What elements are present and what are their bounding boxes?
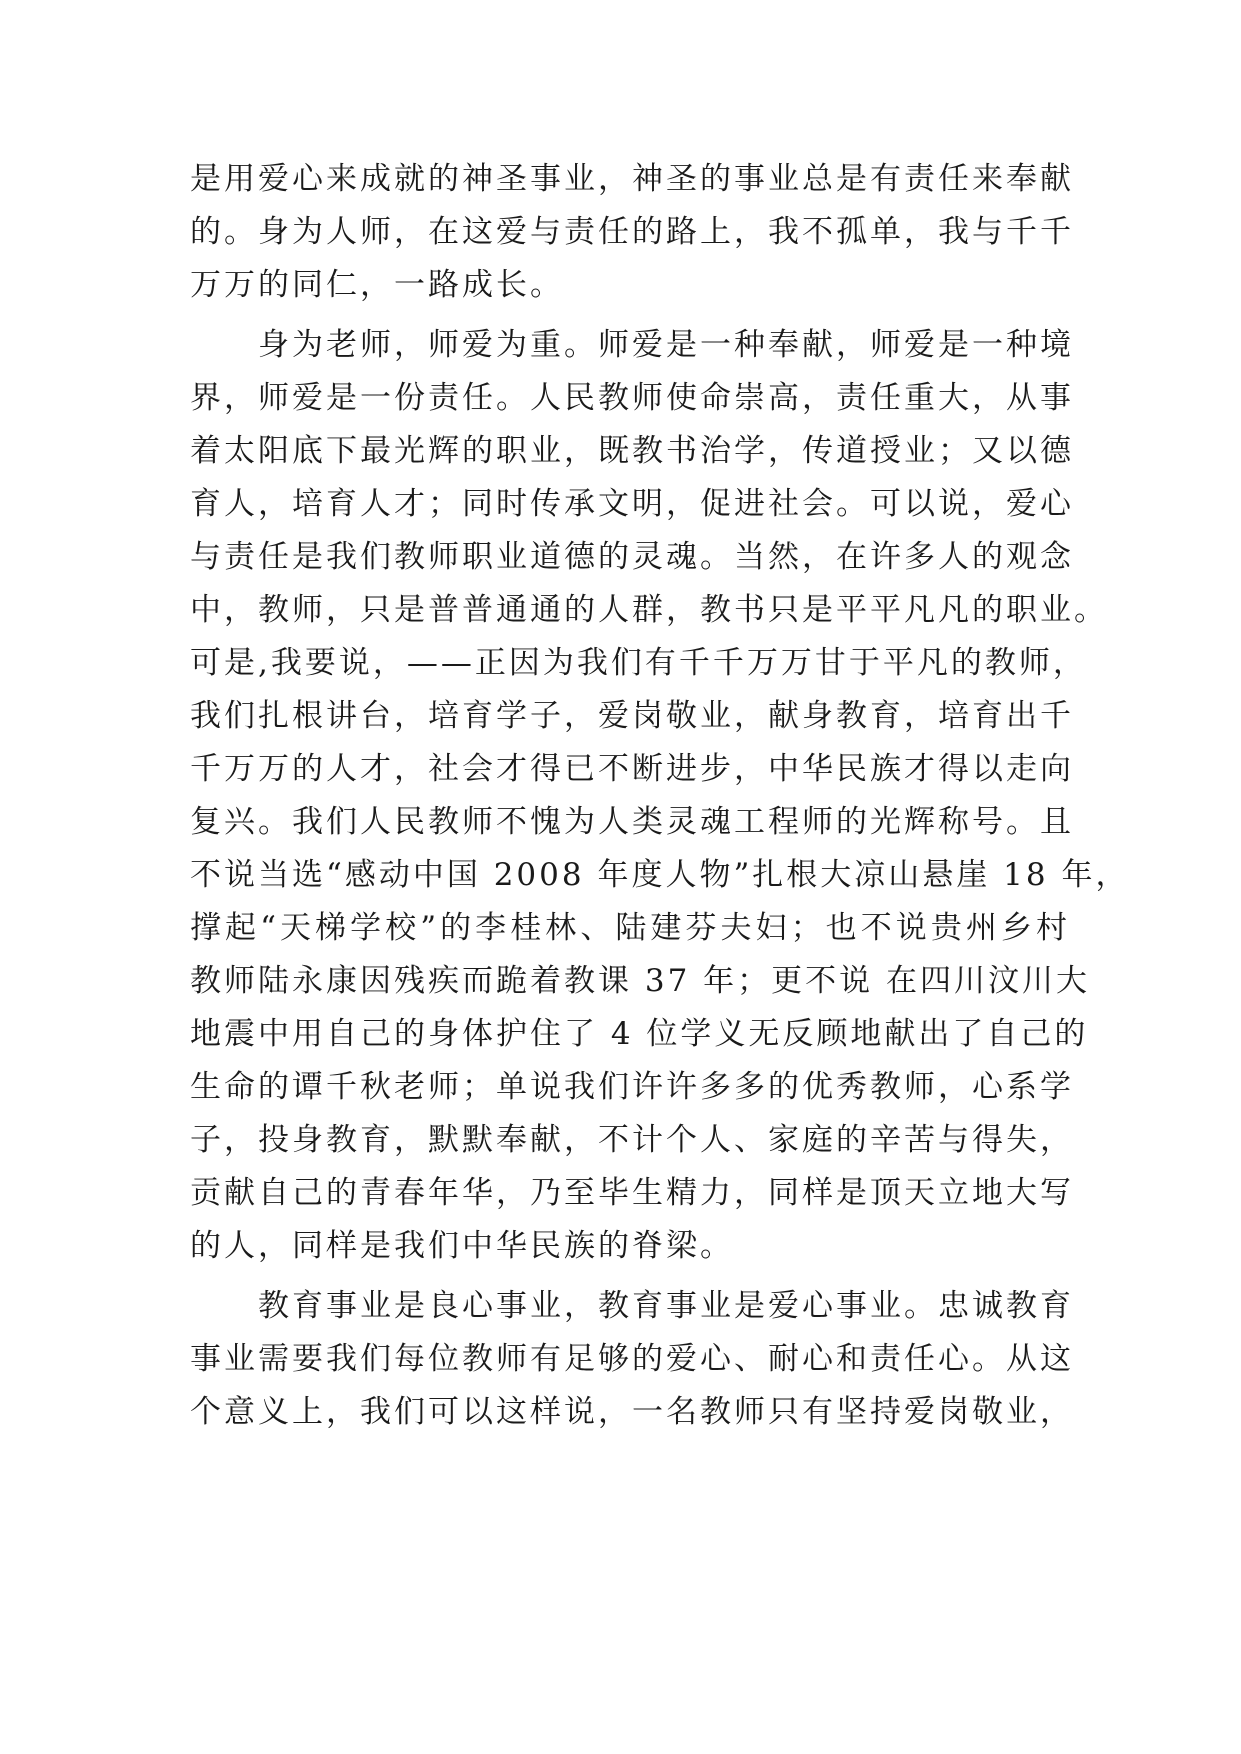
- text-line: 的人，同样是我们中华民族的脊梁。: [190, 1228, 734, 1264]
- text-line: 地震中用自己的身体护住了 4 位学义无反顾地献出了自己的: [190, 1016, 1089, 1052]
- text-line: 万万的同仁，一路成长。: [190, 267, 564, 303]
- text-line: 的。身为人师，在这爱与责任的路上，我不孤单，我与千千: [190, 214, 1074, 250]
- paragraph-first-line: 教育事业是良心事业，教育事业是爱心事业。忠诚教育: [258, 1288, 1074, 1324]
- text-line: 是用爱心来成就的神圣事业，神圣的事业总是有责任来奉献: [190, 161, 1074, 197]
- text-line: 与责任是我们教师职业道德的灵魂。当然，在许多人的观念: [190, 539, 1074, 575]
- text-line: 事业需要我们每位教师有足够的爱心、耐心和责任心。从这: [190, 1341, 1074, 1377]
- text-line: 我们扎根讲台，培育学子，爱岗敬业，献身教育，培育出千: [190, 698, 1074, 734]
- paragraph-first-line: 身为老师，师爱为重。师爱是一种奉献，师爱是一种境: [258, 327, 1074, 363]
- text-line: 生命的谭千秋老师；单说我们许许多多的优秀教师，心系学: [190, 1069, 1074, 1105]
- body-text: [190, 158, 1130, 1444]
- text-line: 复兴。我们人民教师不愧为人类灵魂工程师的光辉称号。且: [190, 804, 1074, 840]
- text-line: 子，投身教育，默默奉献，不计个人、家庭的辛苦与得失，: [190, 1122, 1074, 1158]
- text-line: 贡献自己的青春年华，乃至毕生精力，同样是顶天立地大写: [190, 1175, 1074, 1211]
- text-line: 千万万的人才，社会才得已不断进步，中华民族才得以走向: [190, 751, 1074, 787]
- text-line: 撑起“天梯学校”的李桂林、陆建芬夫妇；也不说贵州乡村: [190, 910, 1070, 946]
- text-line: 教师陆永康因残疾而跪着教课 37 年；更不说 在四川汶川大: [190, 963, 1091, 999]
- text-line: 个意义上，我们可以这样说，一名教师只有坚持爱岗敬业，: [190, 1394, 1074, 1430]
- text-line: 界，师爱是一份责任。人民教师使命崇高，责任重大，从事: [190, 380, 1074, 416]
- text-line: 中，教师，只是普普通通的人群，教书只是平平凡凡的职业。: [190, 592, 1108, 628]
- text-line: 不说当选“感动中国 2008 年度人物”扎根大凉山悬崖 18 年，: [190, 857, 1130, 893]
- text-line: 着太阳底下最光辉的职业，既教书治学，传道授业；又以德: [190, 433, 1074, 469]
- text-line: 可是,我要说，——正因为我们有千千万万甘于平凡的教师，: [190, 645, 1087, 681]
- text-line: 育人，培育人才；同时传承文明，促进社会。可以说，爱心: [190, 486, 1074, 522]
